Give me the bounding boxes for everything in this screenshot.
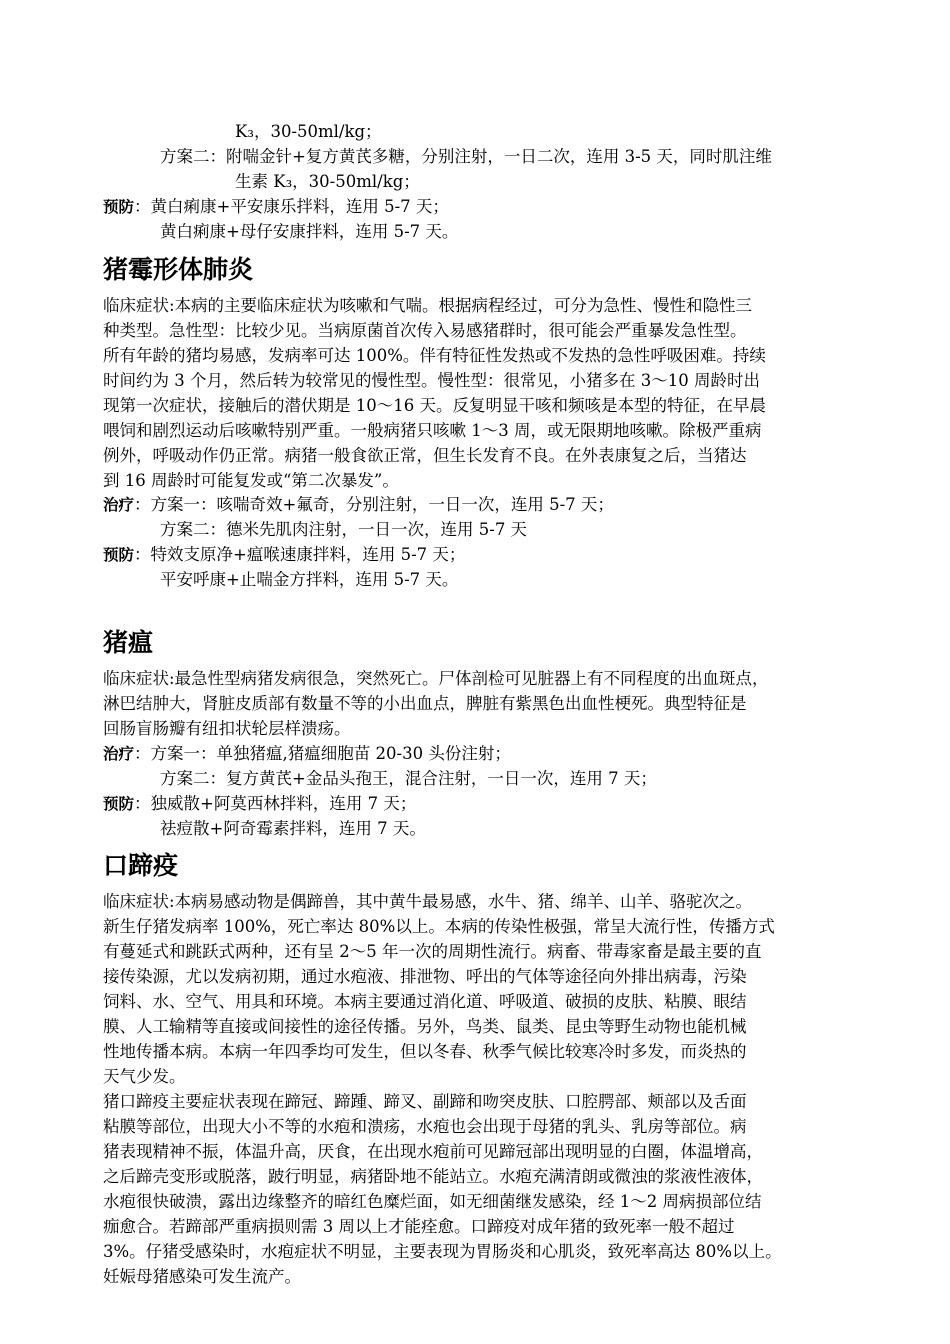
- section1-treat-label: 治疗: [103, 496, 135, 514]
- section1-prevent-2: 平安呼康+止喘金方拌料，连用 5-7 天。: [160, 570, 459, 589]
- section1-prevent-label: 预防: [103, 546, 135, 564]
- section1-prevent-line1: [103, 542, 863, 568]
- section2-symptom-line: 临床症状:最急性型病猪发病很急，突然死亡。尸体剖检可见脏器上有不同程度的出血斑点，: [103, 669, 769, 688]
- section2-prevent-label: 预防: [103, 795, 135, 813]
- section3-para2-line: 猪口蹄疫主要症状表现在蹄冠、蹄踵、蹄叉、副蹄和吻突皮肤、口腔腭部、颊部以及舌面: [103, 1092, 747, 1111]
- section2-prevent-colon: ：: [134, 794, 151, 813]
- section1-symptom-line: 喂饲和剧烈运动后咳嗽特别严重。一般病猪只咳嗽 1～3 周，或无限期地咳嗽。除极严重病: [103, 421, 762, 440]
- section1-prevent-colon: ：: [134, 545, 151, 564]
- section3-para1-line: 接传染源，尤以发病初期，通过水疱液、排泄物、呼出的气体等途径向外排出病毒，污染: [103, 967, 747, 986]
- section2-treat-label: 治疗: [103, 745, 135, 763]
- section1-symptom-line: 临床症状:本病的主要临床症状为咳嗽和气喘。根据病程经过，可分为急性、慢性和隐性三: [103, 296, 753, 315]
- top-prevent-1: 黄白痢康+平安康乐拌料，连用 5-7 天；: [150, 197, 449, 216]
- top-plan2-prefix: 方案二：: [160, 147, 226, 166]
- top-plan2-line: [160, 144, 860, 169]
- section1-symptom-line: 到 16 周龄时可能复发或“第二次暴发”。: [103, 471, 399, 490]
- section2-treat-1: 方案一：单独猪瘟,猪瘟细胞苗 20-30 头份注射；: [150, 744, 511, 763]
- section1-title: 猪霉形体肺炎: [103, 255, 254, 284]
- section3-para1-line: 饲料、水、空气、用具和环境。本病主要通过消化道、呼吸道、破损的皮肤、粘膜、眼结: [103, 992, 747, 1011]
- section3-para1-line: 新生仔猪发病率 100%，死亡率达 80%以上。本病的传染性极强，常呈大流行性，传播方式: [103, 917, 775, 936]
- top-prevent-line: [103, 194, 863, 220]
- section1-prevent-1: 特效支原净+瘟喉速康拌料，连用 5-7 天；: [150, 545, 466, 564]
- top-prevent-colon: ：: [134, 197, 151, 216]
- section1-symptom-line: 所有年龄的猪均易感，发病率可达 100%。伴有特征性发热或不发热的急性呼吸困难。持续: [103, 346, 766, 365]
- section1-symptom-line: 例外，呼吸动作仍正常。病猪一般食欲正常，但生长发育不良。在外表康复之后，当猪达: [103, 446, 747, 465]
- top-dosage-line: K₃，30-50ml/kg；: [235, 122, 382, 141]
- top-prevent-label: 预防: [103, 198, 135, 216]
- section2-symptom-line: 回肠盲肠瓣有纽扣状轮层样溃疡。: [103, 719, 351, 738]
- section1-treat-1: 方案一：咳喘奇效+氟奇，分别注射，一日一次，连用 5-7 天；: [150, 495, 614, 514]
- section3-title: 口蹄疫: [103, 851, 179, 880]
- section3-para2-line: 水疱很快破溃，露出边缘整齐的暗红色糜烂面，如无细菌继发感染，经 1～2 周病损部位结: [103, 1192, 762, 1211]
- section1-symptom-line: 时间约为 3 个月，然后转为较常见的慢性型。慢性型：很常见，小猪多在 3～10 周龄时出: [103, 371, 760, 390]
- section3-para1-line: 临床症状:本病易感动物是偶蹄兽，其中黄牛最易感，水牛、猪、绵羊、山羊、骆驼次之。: [103, 892, 753, 911]
- section1-treat-colon: ：: [134, 495, 151, 514]
- section2-prevent-line1: [103, 791, 863, 817]
- section2-treat-line1: [103, 741, 863, 767]
- top-plan2-cont: 生素 K₃，30-50ml/kg；: [235, 172, 420, 191]
- section3-para2-line: 妊娠母猪感染可发生流产。: [103, 1267, 301, 1286]
- section2-symptom-line: 淋巴结肿大，肾脏皮质部有数量不等的小出血点，脾脏有紫黑色出血性梗死。典型特征是: [103, 694, 747, 713]
- section2-treat-2: 方案二：复方黄芪+金品头孢王，混合注射，一日一次，连用 7 天；: [160, 769, 657, 788]
- section3-para2-line: 猪表现精神不振，体温升高，厌食，在出现水疱前可见蹄冠部出现明显的白圈，体温增高，: [103, 1142, 763, 1161]
- top-plan2-text: 附喘金针+复方黄芪多糖，分别注射，一日二次，连用 3-5 天，同时肌注维: [226, 147, 772, 166]
- section3-para1-line: 有蔓延式和跳跃式两种，还有呈 2～5 年一次的周期性流行。病畜、带毒家畜是最主要的直: [103, 942, 762, 961]
- section3-para1-line: 性地传播本病。本病一年四季均可发生，但以冬春、秋季气候比较寒冷时多发，而炎热的: [103, 1042, 747, 1061]
- section3-para2-line: 之后蹄壳变形或脱落，跛行明显，病猪卧地不能站立。水疱充满清朗或微浊的浆液性液体，: [103, 1167, 763, 1186]
- section3-para2-line: 3%。仔猪受感染时，水疱症状不明显，主要表现为胃肠炎和心肌炎，致死率高达 80%以上。: [103, 1242, 782, 1261]
- section1-symptom-line: 现第一次症状，接触后的潜伏期是 10～16 天。反复明显干咳和频咳是本型的特征，在早晨: [103, 396, 766, 415]
- section1-symptom-line: 种类型。急性型：比较少见。当病原菌首次传入易感猪群时，很可能会严重暴发急性型。: [103, 321, 747, 340]
- section3-para2-line: 粘膜等部位，出现大小不等的水疱和溃疡，水疱也会出现于母猪的乳头、乳房等部位。病: [103, 1117, 747, 1136]
- section1-treat-2: 方案二：德米先肌肉注射，一日一次，连用 5-7 天: [160, 520, 528, 539]
- section2-prevent-2: 祛痘散+阿奇霉素拌料，连用 7 天。: [160, 819, 426, 838]
- top-prevent-2: 黄白痢康+母仔安康拌料，连用 5-7 天。: [160, 222, 459, 241]
- section2-treat-colon: ：: [134, 744, 151, 763]
- section2-prevent-1: 独威散+阿莫西林拌料，连用 7 天；: [150, 794, 417, 813]
- section3-para2-line: 痂愈合。若蹄部严重病损则需 3 周以上才能痊愈。口蹄疫对成年猪的致死率一般不超过: [103, 1217, 735, 1236]
- section3-para1-line: 天气少发。: [103, 1067, 186, 1086]
- section2-title: 猪瘟: [103, 628, 154, 657]
- section1-treat-line1: [103, 492, 863, 518]
- section3-para1-line: 膜、人工输精等直接或间接性的途径传播。另外，鸟类、鼠类、昆虫等野生动物也能机械: [103, 1017, 747, 1036]
